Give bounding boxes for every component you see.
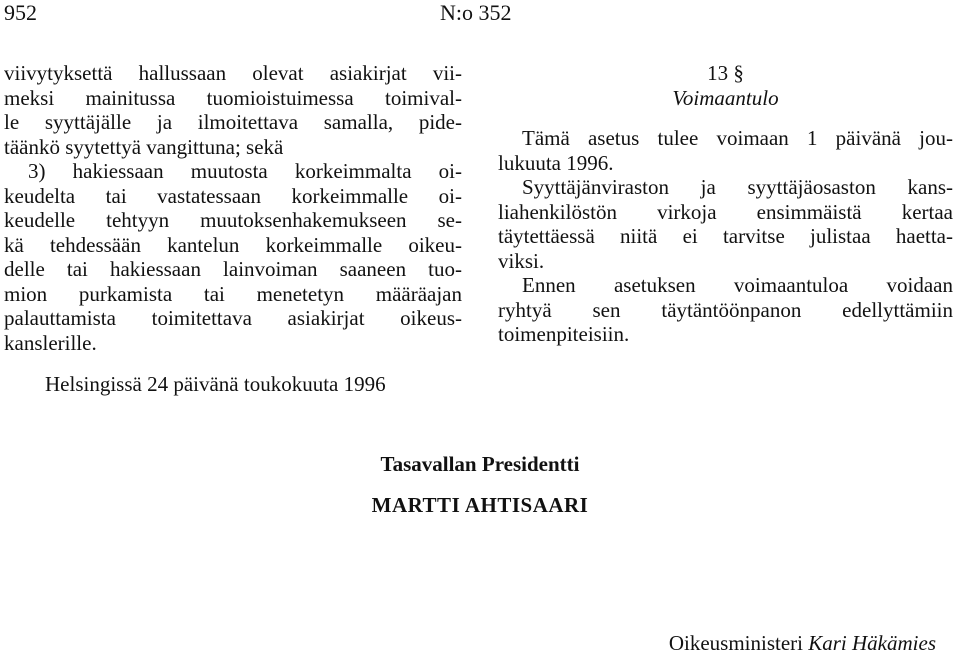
body-line: mion purkamista tai menetetyn määräajan — [4, 281, 462, 306]
body-line: 3) hakiessaan muutosta korkeimmalta oi- — [28, 159, 462, 183]
signing-date-line: Helsingissä 24 päivänä toukokuuta 1996 — [45, 372, 386, 396]
minister-signature — [669, 631, 936, 656]
body-line: viivytyksettä hallussaan olevat asiakirjat vii- — [4, 61, 462, 85]
body-line: ryhtyä sen täytäntöönpanon edellyttämiin — [498, 297, 953, 322]
right-column — [498, 61, 953, 347]
body-line: toimenpiteisiin. — [498, 322, 630, 346]
body-line: Ennen asetuksen voimaantuloa voidaan — [522, 273, 953, 297]
body-line: palauttamista toimitettava asiakirjat oikeus- — [4, 306, 462, 330]
section-number: 13 § — [707, 61, 744, 85]
body-line: viksi. — [498, 248, 545, 273]
body-line: liahenkilöstön virkoja ensimmäistä kertaa — [498, 199, 953, 224]
body-line: le syyttäjälle ja ilmoitettava samalla, pide- — [4, 110, 462, 134]
body-line: täytettäessä niitä ei tarvitse julistaa haetta- — [498, 224, 953, 248]
minister-role: Oikeusministeri — [668, 631, 803, 655]
issue-number: N:o 352 — [440, 0, 512, 25]
president-name: MARTTI AHTISAARI — [371, 493, 589, 517]
body-line: meksi mainitussa tuomioistuimessa toimival- — [4, 85, 462, 110]
body-line: delle tai hakiessaan lainvoiman saaneen tuo- — [4, 257, 462, 281]
page-number: 952 — [4, 0, 37, 25]
section-title: Voimaantulo — [672, 85, 779, 110]
body-line: lukuuta 1996. — [498, 150, 614, 175]
body-line: Syyttäjänviraston ja syyttäjäosaston kans- — [522, 175, 953, 199]
body-line: Tämä asetus tulee voimaan 1 päivänä jou- — [522, 126, 953, 150]
body-line: kä tehdessään kantelun korkeimmalle oikeu- — [4, 232, 462, 257]
left-column — [4, 61, 462, 355]
body-line: keudelle tehtyyn muutoksenhakemukseen se- — [4, 208, 462, 232]
president-title: Tasavallan Presidentti — [380, 452, 580, 476]
body-line: täänkö syytettyä vangittuna; sekä — [4, 134, 284, 159]
body-line: keudelta tai vastatessaan korkeimmalle oi- — [4, 183, 462, 208]
minister-name: Kari Häkämies — [808, 631, 936, 655]
body-line: kanslerille. — [4, 330, 97, 355]
